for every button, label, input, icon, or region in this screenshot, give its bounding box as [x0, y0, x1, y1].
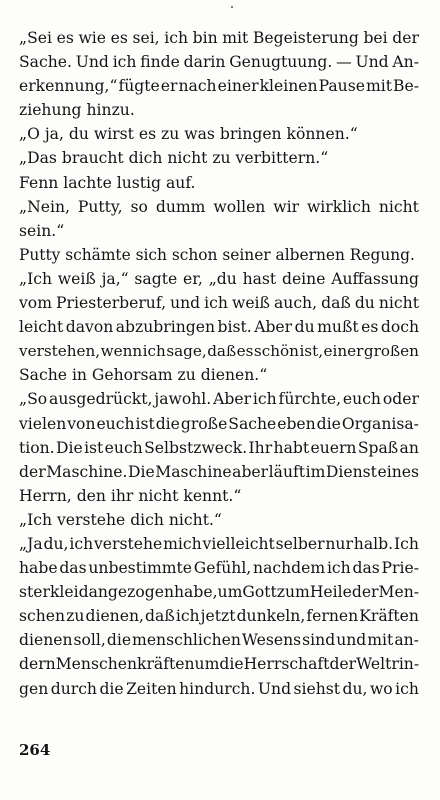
text-line: vielen von euch ist die große Sache eben die Organisa- — [19, 414, 419, 433]
text-line: Sache in Gehorsam zu dienen.“ — [19, 366, 268, 385]
scan-dust-mark — [231, 6, 233, 8]
text-line: Sache. Und ich finde darin Genugtuung. — Und An- — [19, 53, 419, 72]
body-text — [19, 26, 419, 701]
text-line: Herrn, den ihr nicht kennt.“ — [19, 486, 242, 505]
text-line: tion. Die ist euch Selbstzweck. Ihr habt euern Spaß an — [19, 438, 419, 457]
text-line: schen zu dienen, daß ich jetzt dunkeln, fernen Kräften — [19, 607, 419, 626]
text-line: sein.“ — [19, 221, 65, 240]
text-line: ziehung hinzu. — [19, 101, 135, 120]
text-line: vom Priesterberuf, und ich weiß auch, daß du nicht — [19, 294, 419, 313]
text-line: „So ausgedrückt, jawohl. Aber ich fürchte, euch oder — [19, 390, 419, 409]
text-line: dern Menschenkräften um die Herrschaft der Welt rin- — [19, 655, 420, 674]
text-line: „O ja, du wirst es zu was bringen können.“ — [19, 125, 358, 144]
text-line: Putty schämte sich schon seiner albernen Regung. — [19, 245, 415, 264]
text-line: leicht davon abzubringen bist. Aber du mußt es doch — [19, 318, 419, 337]
text-line: gen durch die Zeiten hindurch. Und siehst du, wo ich — [19, 679, 419, 698]
text-line: Fenn lachte lustig auf. — [19, 173, 196, 192]
text-line: dienen soll, die menschlichen Wesens sind und mit an- — [19, 631, 419, 650]
text-line: der Maschine. Die Maschine aber läuft im Dienst eines — [19, 462, 419, 481]
text-line: „Sei es wie es sei, ich bin mit Begeisterung bei der — [19, 29, 419, 47]
text-line: verstehen, wenn ich sage, daß es schön ist, einer großen — [19, 342, 419, 361]
text-line: habe das unbestimmte Gefühl, nachdem ich das Prie- — [19, 559, 419, 578]
text-line: „Nein, Putty, so dumm wollen wir wirklich nicht — [19, 197, 419, 216]
page-number: 264 — [19, 741, 51, 759]
text-line: „Ich weiß ja,“ sagte er, „du hast deine Auffassung — [19, 269, 419, 288]
text-line: sterkleid angezogen habe, um Gott zum Heile der Men- — [19, 583, 420, 602]
text-line: „Das braucht dich nicht zu verbittern.“ — [19, 149, 329, 168]
text-line: erkennung,“ fügte er nach einer kleinen Pause mit Be- — [19, 77, 419, 96]
text-line: „Ja du, ich verstehe mich vielleicht selber nur halb. Ich — [19, 534, 419, 553]
text-line: „Ich verstehe dich nicht.“ — [19, 510, 222, 529]
